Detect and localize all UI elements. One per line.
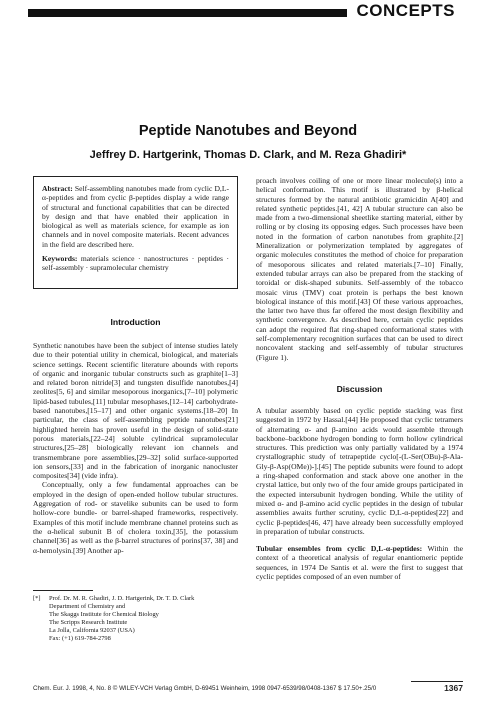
keywords-paragraph: [42, 254, 229, 273]
introduction-heading: Introduction: [110, 317, 161, 327]
section-label: CONCEPTS: [347, 0, 463, 22]
introduction-paragraph-1: Synthetic nanotubes have been the subject of intense studies lately due to their potential utility in chemical, biological, and materials science settings. Recent scientific literature abounds with reports of organic and inorganic tubular constructs such as graphite[1–3] and related boron nitride[3] and tungsten disulfide nanotubes,[4] zeolites[5, 6] and similar mesoporous inorganics,[7–10] polymeric lipid-based tubules,[11] tubular mesophases,[12–14] carbohydrate-based nanotubes,[15–17] and other organic systems.[18–20] In particular, the class of self-assembling peptide nanotubes[21] highlighted herein has proven useful in the design of solid-state porous materials,[22–24] soluble cylindrical supramolecular structures,[25–28] biologically relevant ion channels and transmembrane pore assemblies,[29–32] solid surface-supported ion sensors,[33] and in the fabrication of inorganic nanocluster composites[34] (vide infra).: [33, 341, 238, 481]
abstract-text: Self-assembling nanotubes made from cyclic D,L-α-peptides and from cyclic β-peptides display a wide range of structural and functional capabilities that can be directed by design and that have enabled their application in biological as well as materials science, for example as ion channels and in novel composite materials. Recent advances in the field are described here.: [42, 184, 229, 249]
abstract-paragraph: [42, 184, 229, 249]
right-column: [256, 176, 463, 581]
article-authors: Jeffrey D. Hartgerink, Thomas D. Clark, and M. Reza Ghadiri*: [89, 149, 407, 161]
footnote-line: Fax: (+1) 619-784-2798: [49, 635, 111, 642]
introduction-paragraph-2: Conceptually, only a few fundamental approaches can be employed in the design of open-ended hollow tubular structures. Aggregation of rod- or stavelike subunits can be used to form hollow-core bundle- or barrel-shaped frameworks, respectively. Examples of this motif include membrane channel proteins such as the α-helical subunit B of cholera toxin,[35], the potassium channel[36] as well as the β-barrel structures of porins[37, 38] and α-hemolysin.[39] Another ap-: [33, 480, 238, 555]
tubular-ensembles-text: Within the context of a theoretical analysis of regular enantiomeric peptide sequences, in 1974 De Santis et al. were the first to suggest that cyclic peptides composed of an even number of: [256, 544, 463, 581]
tubular-ensembles-paragraph: [256, 544, 463, 581]
footnote-line: The Skaggs Institute for Chemical Biology: [49, 611, 159, 618]
footnote-line: Prof. Dr. M. R. Ghadiri, J. D. Hartgerink, Dr. T. D. Clark: [49, 595, 195, 602]
keywords-label: Keywords:: [42, 254, 78, 264]
author-footnote: [33, 590, 238, 643]
tubular-ensembles-lead: Tubular ensembles from cyclic D,L-α-peptides:: [256, 544, 423, 554]
keywords-text: materials science · nanostructures · peptides · self-assembly · supramolecular chemistry: [42, 254, 229, 273]
footnote-line: La Jolla, California 92037 (USA): [49, 627, 135, 634]
journal-citation: Chem. Eur. J. 1998, 4, No. 8 © WILEY-VCH Verlag GmbH, D-69451 Weinheim, 1998 0947-6539/98/0408-1367 $ 17.50+.25/0: [33, 685, 377, 692]
footer-rule: [411, 681, 463, 682]
left-column: [33, 176, 238, 555]
footnote-mark: [*]: [33, 595, 41, 602]
discussion-paragraph: A tubular assembly based on cyclic peptide stacking was first suggested in 1972 by Hassal.[44] He proposed that cyclic tetramers of alternating α- and β-amino acids would assemble through backbone–backbone hydrogen bonding to form hollow cylindrical structures. This prediction was only partially validated by a 1974 crystallographic study of tetrapeptide cyclo[-(L-Ser(OBu)-β-Ala-Gly-β-Asp(OMe))-].[45] The peptide subunits were found to adopt a ring-shaped conformation and stack above one another in the crystal lattice, but only two of the four amide groups participated in the expected intersubunit hydrogen bonding. While the utility of mixed α- and β-amino acid cyclic peptides in the design of tubular assemblies awaits further scrutiny, cyclic D,L-α-peptides[22] and cyclic β-peptides[46, 47] have already been successfully employed in preparation of tubular constructs.: [256, 405, 463, 536]
page-number: 1367: [444, 683, 463, 693]
abstract-label: Abstract:: [42, 184, 73, 193]
right-paragraph-1: proach involves coiling of one or more linear molecule(s) into a helical conformation. This motif is illustrated by β-helical structures formed by the natural antibiotic gramicidin A[40] and related synthetic peptides.[41, 42] A tubular structure can also be made from a two-dimensional sheetlike starting material, either by rolling or by closing its opposing edges. Such processes have been noted in the formation of carbon nanotubes from graphite.[2] Mineralization or polymerization templated by aggregates of organic molecules constitutes the method of choice for preparation of mesoporous silicates and related materials.[7–10] Finally, extended tubular arrays can also be prepared from the stacking of toroidal or disk-shaped subunits. Self-assembly of the tobacco mosaic virus (TMV) coat protein is perhaps the best known biological instance of this motif.[43] Of these various approaches, the latter two have thus far offered the most design flexibility and synthetic convergence. As described here, certain cyclic peptides can adopt the required flat ring-shaped conformational states with self-complementary recognition surfaces that can be used to direct noncovalent stacking and self-assembly of tubular structures (Figure 1).: [256, 176, 463, 362]
footnote-line: The Scripps Research Institute: [49, 619, 128, 626]
footnote-line: Department of Chemistry and: [49, 603, 126, 610]
footnote-lines: [33, 595, 238, 643]
discussion-heading: Discussion: [336, 383, 383, 394]
article-title: Peptide Nanotubes and Beyond: [138, 123, 358, 139]
footnote-rule: [33, 590, 93, 591]
abstract-box: [33, 176, 238, 289]
